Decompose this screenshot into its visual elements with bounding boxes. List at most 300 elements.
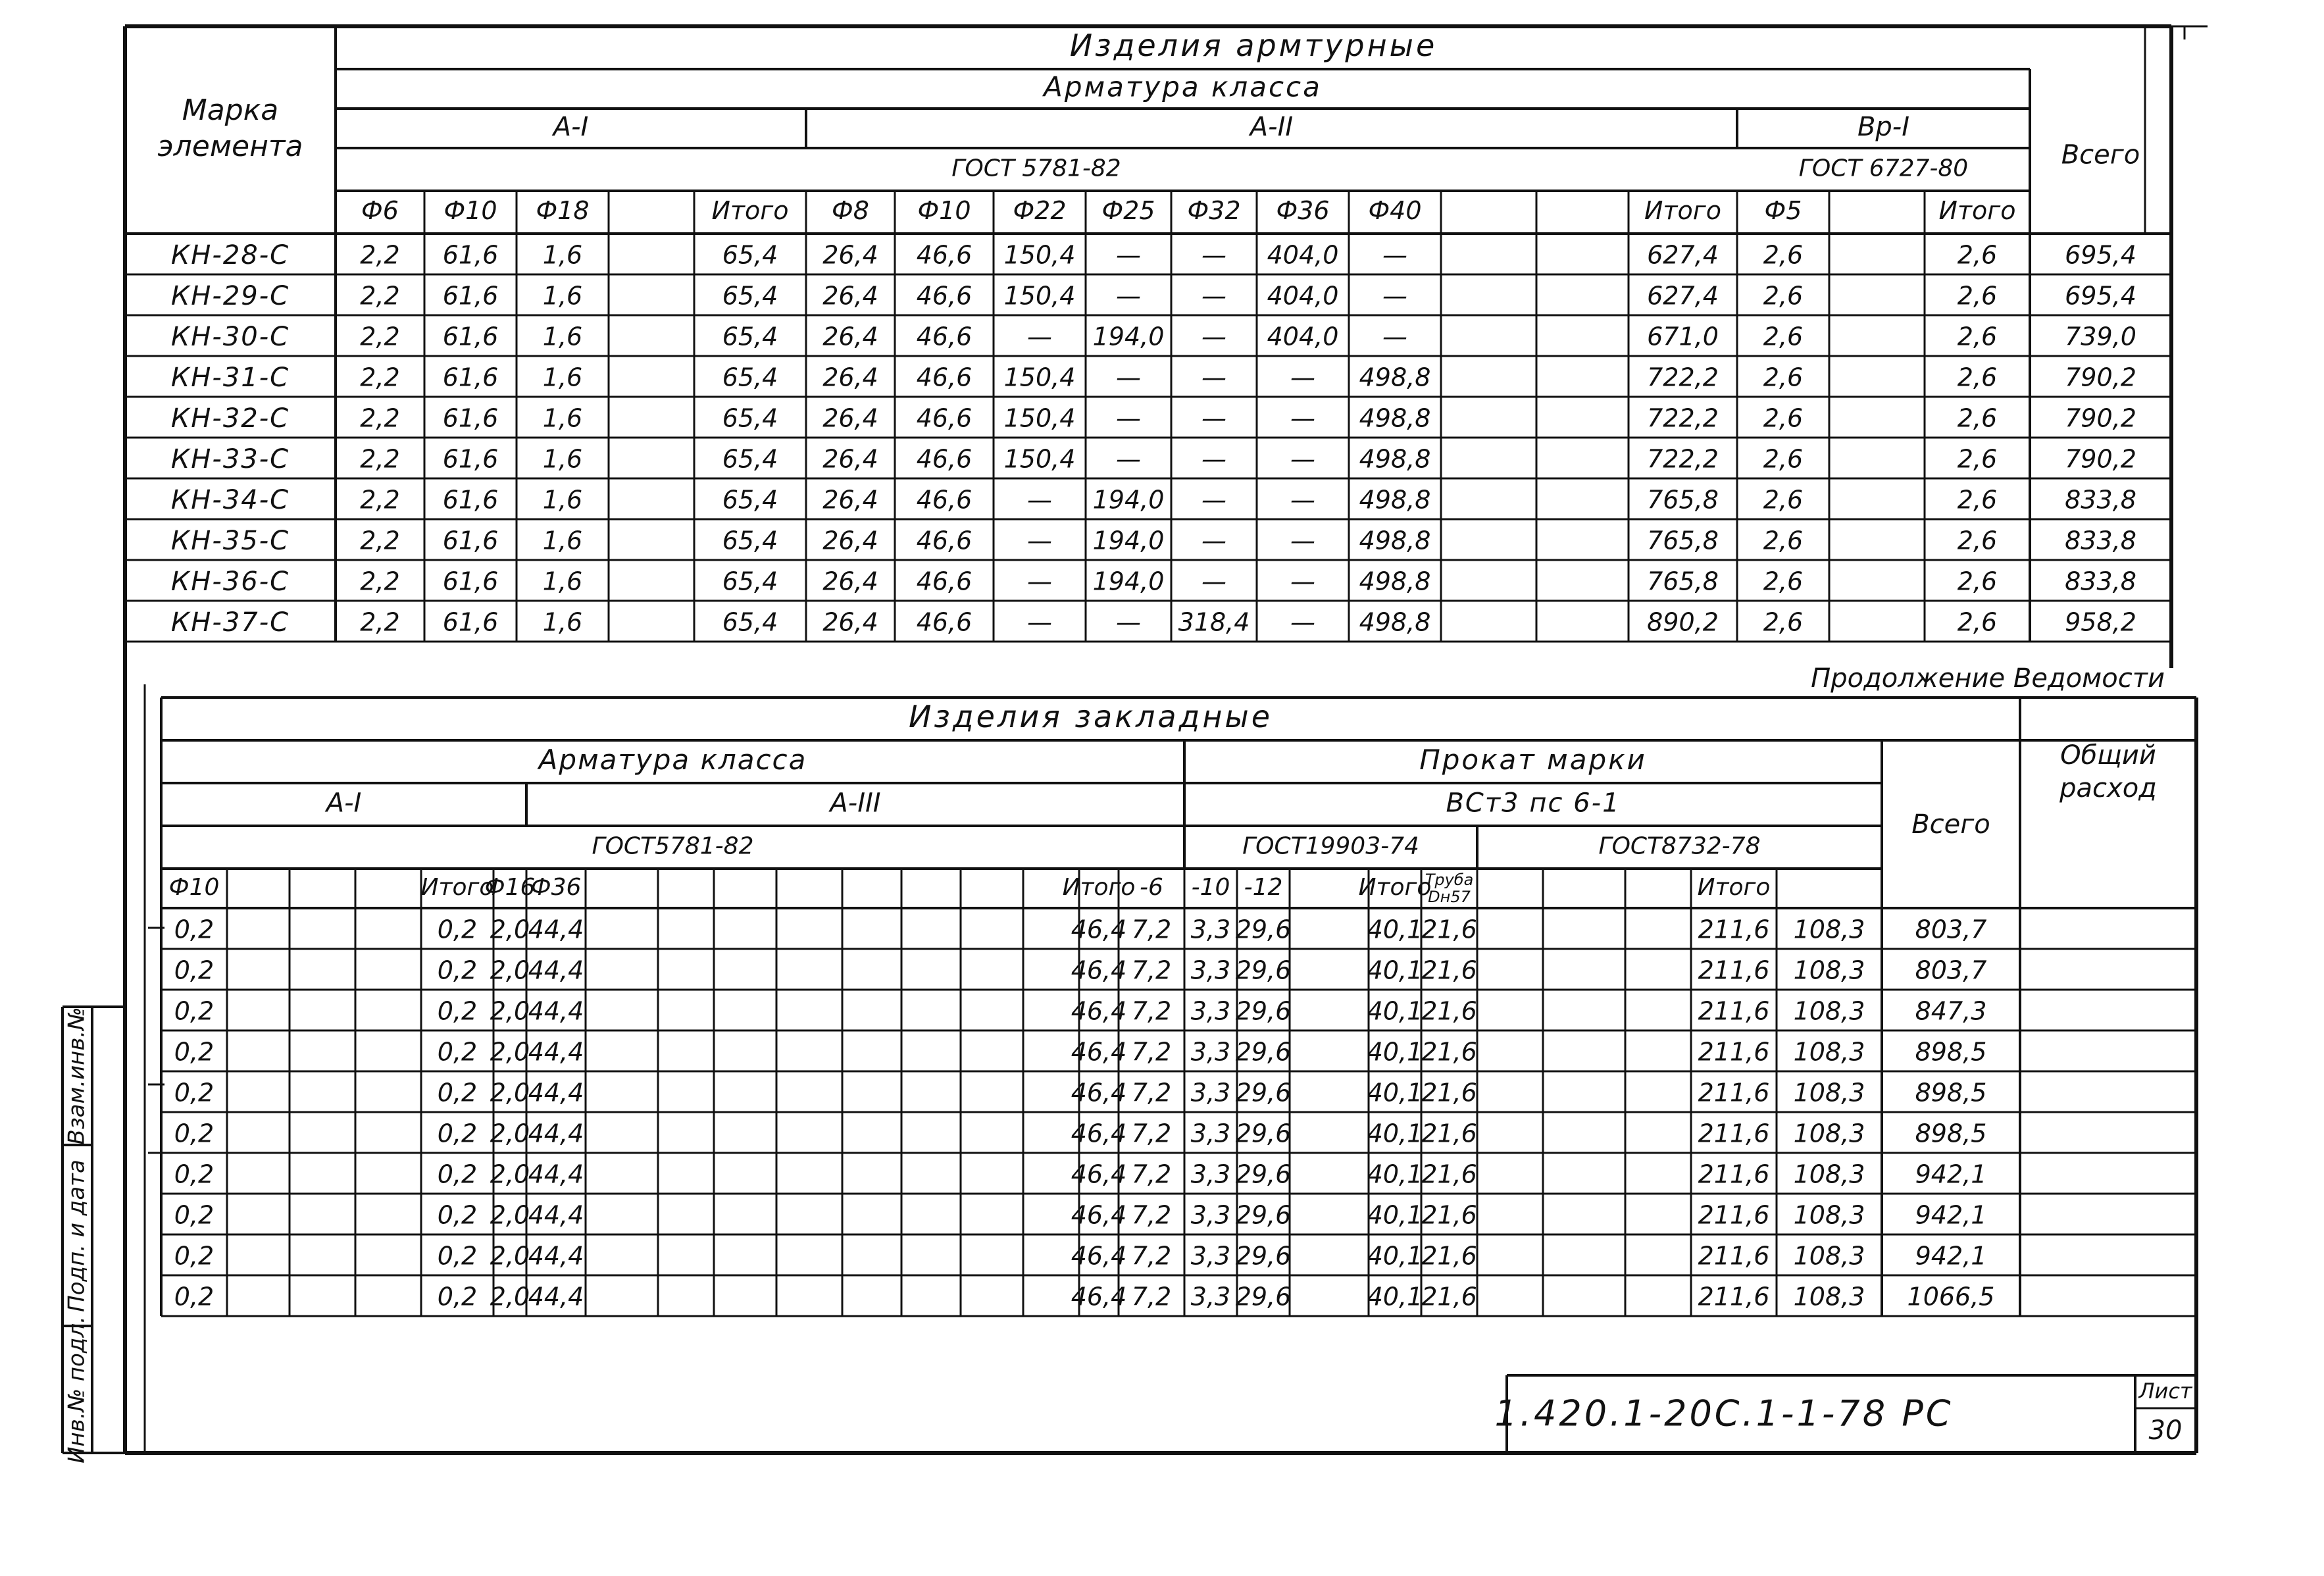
lower-cell: 21,6 xyxy=(1421,1159,1477,1189)
lower-cell: 46,4 xyxy=(1071,915,1127,944)
lower-cell: 3,3 xyxy=(1190,1078,1231,1107)
lower-cell: 211,6 xyxy=(1698,996,1770,1026)
lower-cell: 0,2 xyxy=(437,1119,478,1148)
upper-cell: 1,6 xyxy=(542,403,583,433)
lower-cell: 2,0 xyxy=(490,1078,530,1107)
upper-col-header: Ф36 xyxy=(1276,196,1330,225)
upper-cell: 65,4 xyxy=(722,485,778,515)
lower-cell: 7,2 xyxy=(1131,955,1172,985)
lower-cell: 29,6 xyxy=(1235,1241,1292,1271)
upper-cell: 61,6 xyxy=(442,485,499,515)
lower-col-header: Итого xyxy=(420,874,494,901)
lower-cell: 211,6 xyxy=(1698,1241,1770,1271)
lower-rolled: Прокат марки xyxy=(1419,744,1647,776)
upper-cell: 65,4 xyxy=(722,363,778,392)
upper-cell: 2,6 xyxy=(1957,567,1998,596)
upper-class-bp1: Вр-I xyxy=(1857,112,1910,142)
lower-cell: 211,6 xyxy=(1698,1282,1770,1311)
upper-cell: 65,4 xyxy=(722,567,778,596)
upper-cell: 61,6 xyxy=(442,322,499,351)
lower-cell: 3,3 xyxy=(1190,1241,1231,1271)
lower-cell: 3,3 xyxy=(1190,1159,1231,1189)
lower-col-header: Итого xyxy=(1358,874,1432,901)
upper-cell: 61,6 xyxy=(442,240,499,270)
upper-mark-header: элемента xyxy=(157,130,303,163)
lower-cell: 0,2 xyxy=(437,1159,478,1189)
upper-cell: 1,6 xyxy=(542,444,583,474)
upper-cell: 2,6 xyxy=(1957,322,1998,351)
upper-cell: 1,6 xyxy=(542,281,583,311)
upper-cell: 61,6 xyxy=(442,403,499,433)
upper-cell: 765,8 xyxy=(1647,526,1719,555)
upper-cell: — xyxy=(1027,526,1052,555)
lower-cell: 108,3 xyxy=(1793,1241,1865,1271)
lower-cell: 7,2 xyxy=(1131,1078,1172,1107)
upper-cell: 739,0 xyxy=(2065,322,2136,351)
upper-cell: 61,6 xyxy=(442,281,499,311)
upper-cell: 2,6 xyxy=(1763,281,1804,311)
lower-cell: 29,6 xyxy=(1235,1200,1292,1230)
upper-class-a2: А-II xyxy=(1250,112,1294,142)
upper-col-header: Ф5 xyxy=(1764,196,1802,225)
margin-label-replaced-inv: Взам.инв.№ xyxy=(63,1007,90,1145)
lower-cell: 108,3 xyxy=(1793,1119,1865,1148)
upper-cell: — xyxy=(1116,403,1141,433)
lower-cell: 108,3 xyxy=(1793,1282,1865,1311)
upper-col-header: Ф18 xyxy=(536,196,590,225)
upper-cell: 695,4 xyxy=(2065,240,2136,270)
upper-cell: 46,6 xyxy=(916,363,973,392)
lower-cell: 21,6 xyxy=(1421,915,1477,944)
upper-cell: 46,6 xyxy=(916,322,973,351)
lower-cell: 3,3 xyxy=(1190,1119,1231,1148)
lower-cell: 108,3 xyxy=(1793,1200,1865,1230)
upper-cell: 833,8 xyxy=(2065,485,2136,515)
lower-cell: 29,6 xyxy=(1235,1119,1292,1148)
upper-cell: — xyxy=(1382,240,1407,270)
upper-cell: 65,4 xyxy=(722,240,778,270)
upper-cell: — xyxy=(1116,281,1141,311)
upper-cell: 498,8 xyxy=(1359,526,1431,555)
lower-cell: 0,2 xyxy=(174,915,215,944)
upper-col-header: Ф22 xyxy=(1013,196,1067,225)
lower-cell: 44,4 xyxy=(528,1200,584,1230)
lower-cell: 108,3 xyxy=(1793,955,1865,985)
lower-cell: 46,4 xyxy=(1071,1241,1127,1271)
lower-cell: 21,6 xyxy=(1421,1037,1477,1067)
lower-cell: 46,4 xyxy=(1071,1200,1127,1230)
upper-cell: 2,6 xyxy=(1763,485,1804,515)
upper-cell: 833,8 xyxy=(2065,526,2136,555)
upper-cell: 2,6 xyxy=(1763,607,1804,637)
lower-cell: 21,6 xyxy=(1421,1078,1477,1107)
lower-cell: 40,1 xyxy=(1367,1200,1423,1230)
upper-cell: — xyxy=(1201,403,1226,433)
lower-cell: 3,3 xyxy=(1190,955,1231,985)
upper-cell: 833,8 xyxy=(2065,567,2136,596)
upper-cell: 2,6 xyxy=(1763,567,1804,596)
upper-cell: 46,6 xyxy=(916,485,973,515)
upper-cell: — xyxy=(1201,363,1226,392)
upper-cell: 2,2 xyxy=(360,567,400,596)
lower-cell: 2,0 xyxy=(490,955,530,985)
lower-pipe-header: Труба xyxy=(1425,871,1474,889)
lower-steel-grade: ВСт3 пс 6-1 xyxy=(1446,788,1621,819)
lower-cell: 7,2 xyxy=(1131,1241,1172,1271)
lower-cell: 3,3 xyxy=(1190,1037,1231,1067)
lower-cell: 46,4 xyxy=(1071,1119,1127,1148)
upper-cell: 722,2 xyxy=(1647,444,1719,474)
upper-cell: — xyxy=(1027,322,1052,351)
upper-cell: 498,8 xyxy=(1359,444,1431,474)
lower-cell: 3,3 xyxy=(1190,915,1231,944)
upper-cell: — xyxy=(1116,607,1141,637)
upper-cell: 150,4 xyxy=(1003,240,1076,270)
lower-cell: 2,0 xyxy=(490,996,530,1026)
upper-cell: 2,6 xyxy=(1957,363,1998,392)
upper-cell: — xyxy=(1027,607,1052,637)
upper-row-mark: КН-29-С xyxy=(170,281,290,311)
lower-col-header: -12 xyxy=(1244,874,1283,901)
upper-cell: 498,8 xyxy=(1359,607,1431,637)
upper-cell: 790,2 xyxy=(2065,444,2136,474)
lower-cell: 898,5 xyxy=(1915,1037,1987,1067)
upper-row-mark: КН-32-С xyxy=(170,403,290,434)
upper-cell: — xyxy=(1290,526,1315,555)
lower-cell: 942,1 xyxy=(1915,1241,1987,1271)
upper-col-header: Итого xyxy=(1644,196,1722,225)
upper-cell: 150,4 xyxy=(1003,403,1076,433)
upper-cell: — xyxy=(1290,607,1315,637)
upper-cell: 150,4 xyxy=(1003,363,1076,392)
lower-cell: 211,6 xyxy=(1698,955,1770,985)
upper-gost-5781: ГОСТ 5781-82 xyxy=(951,155,1121,182)
upper-cell: 1,6 xyxy=(542,363,583,392)
lower-title: Изделия закладные xyxy=(908,699,1273,734)
lower-armature-class: Арматура класса xyxy=(538,744,807,776)
lower-cell: 40,1 xyxy=(1367,996,1423,1026)
lower-col-header: Итого xyxy=(1062,874,1136,901)
lower-cell: 108,3 xyxy=(1793,1037,1865,1067)
lower-cell: 29,6 xyxy=(1235,1078,1292,1107)
upper-cell: 65,4 xyxy=(722,281,778,311)
upper-cell: 46,6 xyxy=(916,403,973,433)
lower-cell: 7,2 xyxy=(1131,1159,1172,1189)
upper-cell: 890,2 xyxy=(1647,607,1719,637)
upper-cell: 627,4 xyxy=(1647,240,1719,270)
upper-cell: 65,4 xyxy=(722,444,778,474)
lower-cell: 40,1 xyxy=(1367,1282,1423,1311)
upper-cell: — xyxy=(1201,322,1226,351)
upper-cell: 2,6 xyxy=(1957,607,1998,637)
upper-cell: — xyxy=(1290,363,1315,392)
upper-cell: 2,6 xyxy=(1763,322,1804,351)
upper-cell: 61,6 xyxy=(442,444,499,474)
lower-cell: 2,0 xyxy=(490,915,530,944)
upper-cell: 46,6 xyxy=(916,281,973,311)
upper-gost-6727: ГОСТ 6727-80 xyxy=(1798,155,1969,182)
lower-cell: 46,4 xyxy=(1071,1282,1127,1311)
lower-cell: 40,1 xyxy=(1367,1159,1423,1189)
lower-cell: 44,4 xyxy=(528,955,584,985)
lower-cell: 46,4 xyxy=(1071,996,1127,1026)
upper-cell: 26,4 xyxy=(822,240,878,270)
upper-row-mark: КН-36-С xyxy=(170,567,290,597)
upper-cell: 404,0 xyxy=(1267,322,1339,351)
lower-cell: 0,2 xyxy=(437,996,478,1026)
upper-cell: 2,6 xyxy=(1763,403,1804,433)
upper-cell: 46,6 xyxy=(916,607,973,637)
upper-cell: 627,4 xyxy=(1647,281,1719,311)
upper-cell: 2,2 xyxy=(360,240,400,270)
lower-cell: 46,4 xyxy=(1071,955,1127,985)
upper-cell: 318,4 xyxy=(1178,607,1250,637)
upper-cell: 2,6 xyxy=(1957,403,1998,433)
lower-cell: 2,0 xyxy=(490,1200,530,1230)
upper-cell: — xyxy=(1290,444,1315,474)
upper-cell: 26,4 xyxy=(822,403,878,433)
margin-label-sign-date: Подп. и дата xyxy=(63,1159,90,1312)
upper-cell: 150,4 xyxy=(1003,281,1076,311)
lower-cell: 803,7 xyxy=(1915,955,1987,985)
lower-cell: 44,4 xyxy=(528,1241,584,1271)
upper-cell: — xyxy=(1201,526,1226,555)
lower-cell: 44,4 xyxy=(528,1037,584,1067)
upper-col-header: Ф32 xyxy=(1187,196,1241,225)
lower-cell: 29,6 xyxy=(1235,915,1292,944)
lower-pipe-header: Dн57 xyxy=(1428,888,1471,906)
lower-gost-8732: ГОСТ8732-78 xyxy=(1598,832,1761,860)
lower-cell: 7,2 xyxy=(1131,1119,1172,1148)
upper-cell: 2,2 xyxy=(360,403,400,433)
lower-cell: 3,3 xyxy=(1190,996,1231,1026)
lower-cell: 211,6 xyxy=(1698,1200,1770,1230)
upper-cell: 26,4 xyxy=(822,363,878,392)
lower-cell: 803,7 xyxy=(1915,915,1987,944)
upper-cell: — xyxy=(1290,567,1315,596)
lower-cell: 44,4 xyxy=(528,1282,584,1311)
upper-cell: 1,6 xyxy=(542,526,583,555)
lower-cell: 0,2 xyxy=(174,955,215,985)
upper-cell: 26,4 xyxy=(822,567,878,596)
lower-cell: 44,4 xyxy=(528,1159,584,1189)
lower-cell: 942,1 xyxy=(1915,1159,1987,1189)
upper-row-mark: КН-30-С xyxy=(170,322,290,352)
upper-cell: 65,4 xyxy=(722,322,778,351)
lower-cell: 29,6 xyxy=(1235,1159,1292,1189)
upper-title: Изделия армтурные xyxy=(1069,28,1438,63)
lower-cell: 942,1 xyxy=(1915,1200,1987,1230)
lower-cell: 7,2 xyxy=(1131,1037,1172,1067)
upper-cell: 194,0 xyxy=(1092,322,1165,351)
lower-overall-header: расход xyxy=(2059,773,2157,803)
upper-cell: 404,0 xyxy=(1267,240,1339,270)
lower-cell: 0,2 xyxy=(437,1200,478,1230)
lower-cell: 0,2 xyxy=(437,955,478,985)
lower-cell: 211,6 xyxy=(1698,1078,1770,1107)
upper-cell: 2,2 xyxy=(360,322,400,351)
upper-cell: 2,6 xyxy=(1763,526,1804,555)
lower-cell: 211,6 xyxy=(1698,1159,1770,1189)
lower-cell: 108,3 xyxy=(1793,1159,1865,1189)
lower-cell: 21,6 xyxy=(1421,996,1477,1026)
upper-cell: 194,0 xyxy=(1092,485,1165,515)
upper-mark-header: Марка xyxy=(182,93,279,127)
lower-cell: 44,4 xyxy=(528,996,584,1026)
upper-cell: 2,6 xyxy=(1763,444,1804,474)
lower-cell: 21,6 xyxy=(1421,1200,1477,1230)
upper-cell: — xyxy=(1201,281,1226,311)
upper-cell: 46,6 xyxy=(916,240,973,270)
lower-cell: 898,5 xyxy=(1915,1119,1987,1148)
upper-cell: 61,6 xyxy=(442,607,499,637)
upper-cell: 65,4 xyxy=(722,403,778,433)
upper-cell: 1,6 xyxy=(542,240,583,270)
lower-cell: 44,4 xyxy=(528,1119,584,1148)
upper-cell: 1,6 xyxy=(542,322,583,351)
lower-cell: 211,6 xyxy=(1698,1119,1770,1148)
lower-cell: 21,6 xyxy=(1421,1119,1477,1148)
upper-row-mark: КН-28-С xyxy=(170,240,290,270)
lower-cell: 2,0 xyxy=(490,1037,530,1067)
lower-cell: 211,6 xyxy=(1698,915,1770,944)
upper-cell: 2,6 xyxy=(1957,485,1998,515)
lower-overall-header: Общий xyxy=(2060,740,2156,771)
lower-cell: 0,2 xyxy=(174,996,215,1026)
upper-row-mark: КН-35-С xyxy=(170,526,290,556)
upper-cell: 65,4 xyxy=(722,607,778,637)
lower-cell: 898,5 xyxy=(1915,1078,1987,1107)
upper-cell: 2,6 xyxy=(1763,363,1804,392)
lower-cell: 1066,5 xyxy=(1907,1282,1995,1311)
lower-cell: 0,2 xyxy=(437,1037,478,1067)
lower-cell: 46,4 xyxy=(1071,1159,1127,1189)
upper-cell: 2,2 xyxy=(360,607,400,637)
upper-cell: 2,2 xyxy=(360,281,400,311)
upper-total-header: Всего xyxy=(2061,140,2140,170)
doc-code: 1.420.1-20С.1-1-78 РС xyxy=(1494,1392,1954,1435)
lower-cell: 108,3 xyxy=(1793,996,1865,1026)
sheet-number: 30 xyxy=(2148,1415,2183,1446)
upper-cell: 765,8 xyxy=(1647,485,1719,515)
upper-armature-class: Арматура класса xyxy=(1044,70,1322,103)
lower-cell: 0,2 xyxy=(174,1078,215,1107)
lower-cell: 7,2 xyxy=(1131,996,1172,1026)
lower-cell: 0,2 xyxy=(437,915,478,944)
upper-col-header: Ф40 xyxy=(1368,196,1422,225)
upper-cell: 2,2 xyxy=(360,526,400,555)
upper-cell: — xyxy=(1382,281,1407,311)
upper-cell: 61,6 xyxy=(442,567,499,596)
sheet-label: Лист xyxy=(2138,1379,2192,1404)
lower-cell: 21,6 xyxy=(1421,955,1477,985)
upper-cell: 404,0 xyxy=(1267,281,1339,311)
lower-gost-5781: ГОСТ5781-82 xyxy=(592,832,754,860)
upper-cell: 61,6 xyxy=(442,526,499,555)
upper-col-header: Ф6 xyxy=(361,196,399,225)
upper-row-mark: КН-31-С xyxy=(170,363,290,393)
lower-cell: 40,1 xyxy=(1367,1037,1423,1067)
lower-gost-19903: ГОСТ19903-74 xyxy=(1242,832,1419,860)
upper-cell: 46,6 xyxy=(916,567,973,596)
upper-cell: 2,6 xyxy=(1957,240,1998,270)
upper-col-header: Ф25 xyxy=(1101,196,1155,225)
upper-col-header: Ф8 xyxy=(832,196,869,225)
upper-cell: 194,0 xyxy=(1092,567,1165,596)
lower-cell: 211,6 xyxy=(1698,1037,1770,1067)
lower-cell: 40,1 xyxy=(1367,955,1423,985)
lower-cell: 108,3 xyxy=(1793,915,1865,944)
lower-cell: 0,2 xyxy=(174,1119,215,1148)
upper-cell: 722,2 xyxy=(1647,403,1719,433)
lower-total-header: Всего xyxy=(1911,809,1990,840)
table-text xyxy=(64,28,2193,1463)
lower-col-header: -10 xyxy=(1191,874,1230,901)
lower-col-header: Ф16 xyxy=(484,874,536,901)
lower-cell: 3,3 xyxy=(1190,1200,1231,1230)
margin-label-inv-orig: Инв.№ подл. xyxy=(63,1316,90,1463)
lower-cell: 29,6 xyxy=(1235,1037,1292,1067)
upper-cell: 671,0 xyxy=(1647,322,1719,351)
upper-cell: 1,6 xyxy=(542,567,583,596)
lower-cell: 0,2 xyxy=(174,1037,215,1067)
upper-cell: 150,4 xyxy=(1003,444,1076,474)
lower-cell: 29,6 xyxy=(1235,996,1292,1026)
upper-cell: — xyxy=(1116,240,1141,270)
upper-cell: 498,8 xyxy=(1359,403,1431,433)
upper-col-header: Ф10 xyxy=(443,196,497,225)
upper-cell: 61,6 xyxy=(442,363,499,392)
upper-cell: 26,4 xyxy=(822,444,878,474)
upper-cell: 26,4 xyxy=(822,322,878,351)
upper-cell: 2,2 xyxy=(360,485,400,515)
upper-cell: — xyxy=(1290,485,1315,515)
lower-cell: 44,4 xyxy=(528,915,584,944)
upper-cell: 722,2 xyxy=(1647,363,1719,392)
lower-col-header: Ф36 xyxy=(530,874,582,901)
lower-col-header: Итого xyxy=(1697,874,1771,901)
lower-cell: 21,6 xyxy=(1421,1241,1477,1271)
lower-cell: 40,1 xyxy=(1367,915,1423,944)
lower-cell: 46,4 xyxy=(1071,1078,1127,1107)
lower-cell: 847,3 xyxy=(1915,996,1987,1026)
lower-cell: 7,2 xyxy=(1131,915,1172,944)
upper-class-a1: А-I xyxy=(553,112,589,142)
upper-col-header: Ф10 xyxy=(917,196,971,225)
upper-cell: 765,8 xyxy=(1647,567,1719,596)
upper-cell: — xyxy=(1116,363,1141,392)
lower-cell: 46,4 xyxy=(1071,1037,1127,1067)
upper-cell: 46,6 xyxy=(916,444,973,474)
upper-cell: 2,2 xyxy=(360,444,400,474)
upper-cell: 2,6 xyxy=(1957,444,1998,474)
upper-col-header: Итого xyxy=(1938,196,2016,225)
upper-cell: 65,4 xyxy=(722,526,778,555)
upper-cell: 2,6 xyxy=(1957,281,1998,311)
lower-cell: 0,2 xyxy=(437,1078,478,1107)
upper-cell: 2,6 xyxy=(1763,240,1804,270)
upper-col-header: Итого xyxy=(711,196,789,225)
lower-cell: 0,2 xyxy=(174,1241,215,1271)
lower-cell: 7,2 xyxy=(1131,1200,1172,1230)
lower-cell: 0,2 xyxy=(437,1241,478,1271)
lower-class-a3: А-III xyxy=(830,788,881,819)
upper-cell: 26,4 xyxy=(822,281,878,311)
upper-cell: 790,2 xyxy=(2065,363,2136,392)
upper-cell: 498,8 xyxy=(1359,567,1431,596)
upper-cell: 958,2 xyxy=(2065,607,2136,637)
upper-cell: 790,2 xyxy=(2065,403,2136,433)
